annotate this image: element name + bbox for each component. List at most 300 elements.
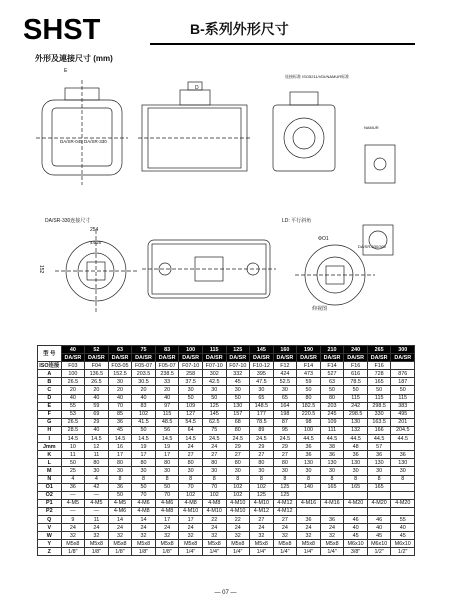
- table-cell: 115: [344, 394, 368, 402]
- table-cell: 30: [297, 467, 321, 475]
- table-cell: 16: [108, 443, 132, 451]
- table-cell: 24.5: [273, 435, 297, 443]
- table-cell: 11: [85, 515, 109, 523]
- table-cell: 130: [344, 459, 368, 467]
- table-row: [38, 426, 415, 434]
- table-cell: 62.5: [202, 418, 226, 426]
- table-cell: 30: [367, 467, 391, 475]
- table-cell: [367, 507, 391, 515]
- table-cell: 115: [391, 394, 415, 402]
- table-cell: [391, 483, 415, 491]
- top-view: [142, 240, 276, 298]
- table-cell: 30: [132, 467, 156, 475]
- table-row-label: O2: [38, 491, 62, 499]
- table-cell: 32: [179, 532, 203, 540]
- table-cell: [391, 362, 415, 370]
- table-cell: 63: [320, 378, 344, 386]
- table-cell: 30: [202, 386, 226, 394]
- table-cell: 24: [155, 524, 179, 532]
- table-cell: 50: [108, 491, 132, 499]
- table-cell: F03-05: [108, 362, 132, 370]
- table-cell: M6x10: [391, 540, 415, 548]
- table-row-label: Q: [38, 515, 62, 523]
- table-cell: 59: [85, 402, 109, 410]
- table-model-code: DA/SR: [85, 354, 109, 362]
- table-row: [38, 451, 415, 459]
- table-cell: 163.5: [367, 418, 391, 426]
- table-cell: 36: [391, 451, 415, 459]
- table-cell: 4: [85, 475, 109, 483]
- table-cell: M5x8: [250, 540, 274, 548]
- table-cell: 1/8": [108, 548, 132, 556]
- table-cell: 24: [226, 524, 250, 532]
- table-model-code: DA/SR: [344, 354, 368, 362]
- table-cell: 4-M16: [297, 499, 321, 507]
- table-cell: 14.5: [85, 435, 109, 443]
- table-cell: 1/8": [85, 548, 109, 556]
- table-size-125: 125: [226, 346, 250, 354]
- table-cell: 70: [108, 402, 132, 410]
- table-row: [38, 515, 415, 523]
- table-cell: 45: [108, 426, 132, 434]
- table-cell: 198: [273, 410, 297, 418]
- table-cell: 42.5: [202, 378, 226, 386]
- table-cell: 50: [155, 483, 179, 491]
- table-cell: —: [61, 491, 85, 499]
- table-cell: 87: [273, 418, 297, 426]
- table-cell: 165: [367, 378, 391, 386]
- table-cell: 24: [85, 524, 109, 532]
- table-cell: 102: [226, 491, 250, 499]
- table-cell: 4-M8: [179, 499, 203, 507]
- table-cell: 203.5: [132, 370, 156, 378]
- table-row-label: Y: [38, 540, 62, 548]
- table-cell: 32: [273, 532, 297, 540]
- table-cell: 30: [320, 467, 344, 475]
- table-cell: 20: [132, 386, 156, 394]
- table-cell: F05-07: [155, 362, 179, 370]
- table-cell: 125: [273, 483, 297, 491]
- table-cell: 152.5: [108, 370, 132, 378]
- technical-drawing: [30, 60, 420, 322]
- table-cell: 4-M12: [273, 507, 297, 515]
- table-cell: 383: [391, 402, 415, 410]
- table-cell: 40: [367, 524, 391, 532]
- table-row-label: W: [38, 532, 62, 540]
- table-cell: 24: [132, 524, 156, 532]
- table-cell: M5x8: [297, 540, 321, 548]
- table-cell: 27: [226, 451, 250, 459]
- table-cell: 4-M8: [202, 499, 226, 507]
- table-cell: 8: [202, 475, 226, 483]
- table-row-label: Jmm: [38, 443, 62, 451]
- table-cell: 26.5: [61, 418, 85, 426]
- table-row-label: I: [38, 435, 62, 443]
- table-cell: 166: [367, 426, 391, 434]
- table-cell: 45: [226, 378, 250, 386]
- table-model-code: DA/SR: [273, 354, 297, 362]
- table-model-code: DA/SR: [179, 354, 203, 362]
- table-cell: F16: [367, 362, 391, 370]
- table-cell: 36: [344, 451, 368, 459]
- table-cell: 80: [250, 459, 274, 467]
- table-cell: 4-M5: [85, 499, 109, 507]
- table-model-code: DA/SR: [61, 354, 85, 362]
- table-cell: 57: [367, 443, 391, 451]
- table-cell: 24.5: [226, 435, 250, 443]
- table-cell: 27: [273, 515, 297, 523]
- table-cell: 80: [202, 459, 226, 467]
- table-cell: 44.5: [391, 435, 415, 443]
- table-cell: 40: [61, 394, 85, 402]
- label-e: E: [64, 68, 68, 74]
- table-cell: 1/8": [132, 548, 156, 556]
- table-cell: [391, 491, 415, 499]
- table-cell: 64: [179, 426, 203, 434]
- table-cell: 24: [250, 524, 274, 532]
- table-cell: 80: [155, 459, 179, 467]
- table-header-sizes: [38, 346, 415, 354]
- table-group-label: 型 号: [38, 346, 62, 362]
- table-cell: 46: [367, 515, 391, 523]
- table-cell: 24: [320, 524, 344, 532]
- table-cell: 80: [108, 459, 132, 467]
- table-cell: M5x8: [108, 540, 132, 548]
- table-cell: 14: [108, 515, 132, 523]
- table-cell: —: [85, 507, 109, 515]
- table-cell: 4-M10: [226, 507, 250, 515]
- table-cell: 30: [250, 467, 274, 475]
- table-cell: 32: [297, 532, 321, 540]
- table-cell: 83: [132, 402, 156, 410]
- table-cell: 85: [108, 410, 132, 418]
- label-model-330: DA/SR-330连接尺寸: [45, 218, 91, 224]
- table-row-label: V: [38, 524, 62, 532]
- table-cell: 136.5: [85, 370, 109, 378]
- table-cell: 109: [179, 402, 203, 410]
- table-cell: [367, 491, 391, 499]
- table-cell: 115: [155, 410, 179, 418]
- table-row-label: M: [38, 467, 62, 475]
- table-cell: 157: [226, 410, 250, 418]
- table-cell: 495: [391, 410, 415, 418]
- table-cell: 130: [320, 459, 344, 467]
- label-small-model: DA/SR-330/300: [358, 244, 387, 249]
- table-cell: 95: [273, 426, 297, 434]
- table-row: [38, 467, 415, 475]
- table-cell: 14.5: [155, 435, 179, 443]
- table-size-160: 160: [273, 346, 297, 354]
- table-cell: 50: [367, 386, 391, 394]
- table-header-models: [38, 354, 415, 362]
- front-view: [36, 80, 128, 185]
- table-cell: 89: [250, 426, 274, 434]
- table-cell: 78.5: [250, 418, 274, 426]
- table-row-label: P1: [38, 499, 62, 507]
- table-model-code: DA/SR: [391, 354, 415, 362]
- table-cell: F14: [297, 362, 321, 370]
- table-cell: 48.5: [155, 418, 179, 426]
- table-cell: 80: [179, 459, 203, 467]
- table-cell: 4-M10: [202, 507, 226, 515]
- table-cell: 4-M12: [273, 499, 297, 507]
- table-row: [38, 540, 415, 548]
- table-cell: 55: [391, 515, 415, 523]
- table-cell: 1/4": [226, 548, 250, 556]
- table-cell: 30: [85, 467, 109, 475]
- table-cell: 37.5: [179, 378, 203, 386]
- table-size-240: 240: [344, 346, 368, 354]
- table-cell: 50: [132, 483, 156, 491]
- table-cell: 1/8": [155, 548, 179, 556]
- page-number: — 07 —: [214, 590, 237, 596]
- table-cell: 1/2": [391, 548, 415, 556]
- table-cell: 40: [391, 524, 415, 532]
- table-cell: 80: [273, 459, 297, 467]
- table-cell: 14.5: [108, 435, 132, 443]
- label-dim-254: 254: [90, 227, 99, 233]
- table-row-label: A: [38, 370, 62, 378]
- table-cell: 4-M16: [320, 499, 344, 507]
- table-cell: 40: [132, 394, 156, 402]
- table-cell: 4-M20: [367, 499, 391, 507]
- table-cell: 8: [155, 475, 179, 483]
- table-cell: 473: [297, 370, 321, 378]
- table-cell: 24.5: [250, 435, 274, 443]
- table-cell: 44.5: [297, 435, 321, 443]
- table-cell: 8: [273, 475, 297, 483]
- table-size-115: 115: [202, 346, 226, 354]
- table-cell: 203: [320, 402, 344, 410]
- table-cell: 125: [273, 491, 297, 499]
- table-cell: 238.5: [155, 370, 179, 378]
- table-model-code: DA/SR: [132, 354, 156, 362]
- table-row-label: ISO连接: [39, 362, 60, 369]
- table-cell: 25: [61, 467, 85, 475]
- header-rule: [150, 43, 415, 45]
- table-cell: 4-M6: [108, 507, 132, 515]
- table-cell: 8: [179, 475, 203, 483]
- table-row-label: E: [38, 402, 62, 410]
- table-cell: 42: [85, 483, 109, 491]
- table-row-label: B: [38, 378, 62, 386]
- table-cell: —: [85, 491, 109, 499]
- table-cell: 41.5: [132, 418, 156, 426]
- table-cell: 1/2": [367, 548, 391, 556]
- table-cell: 30: [108, 467, 132, 475]
- table-cell: 258: [179, 370, 203, 378]
- table-cell: F07-10: [179, 362, 203, 370]
- table-cell: F12: [273, 362, 297, 370]
- table-cell: 14: [132, 515, 156, 523]
- table-cell: 332: [226, 370, 250, 378]
- table-cell: 47.5: [250, 378, 274, 386]
- table-row-label: O1: [38, 483, 62, 491]
- table-cell: 8: [132, 475, 156, 483]
- table-cell: 187: [391, 378, 415, 386]
- table-cell: 30: [273, 386, 297, 394]
- table-cell: F04: [85, 362, 109, 370]
- table-row-label: K: [38, 451, 62, 459]
- table-cell: 11: [85, 451, 109, 459]
- table-row: [38, 499, 415, 507]
- table-cell: 36: [108, 483, 132, 491]
- table-cell: 69: [85, 410, 109, 418]
- table-cell: 14.5: [61, 435, 85, 443]
- label-top-note: 连接标准 ISO5211/VDI/NAMUR标准: [285, 74, 350, 79]
- small-flange-view: [363, 225, 393, 255]
- table-cell: 28.5: [61, 426, 85, 434]
- table-cell: 80: [132, 459, 156, 467]
- table-model-code: DA/SR: [202, 354, 226, 362]
- table-cell: 14.5: [132, 435, 156, 443]
- table-cell: 26.5: [85, 378, 109, 386]
- table-row: [38, 378, 415, 386]
- table-cell: 30: [250, 386, 274, 394]
- dimension-table: [37, 345, 415, 556]
- table-cell: 102: [250, 483, 274, 491]
- label-dim-152: 152: [38, 265, 44, 274]
- table-cell: 4-M20: [391, 499, 415, 507]
- table-cell: 102: [226, 483, 250, 491]
- table-cell: 1/4": [320, 548, 344, 556]
- table-cell: 50: [202, 394, 226, 402]
- table-cell: [297, 507, 321, 515]
- table-row: [38, 491, 415, 499]
- table-row: [38, 394, 415, 402]
- table-cell: 165: [367, 483, 391, 491]
- table-cell: [391, 443, 415, 451]
- table-cell: M5x8: [179, 540, 203, 548]
- table-size-40: 40: [61, 346, 85, 354]
- table-cell: [391, 507, 415, 515]
- table-cell: 68: [226, 418, 250, 426]
- table-cell: 115: [367, 394, 391, 402]
- table-cell: 204.5: [391, 426, 415, 434]
- table-cell: 30: [344, 467, 368, 475]
- table-cell: 29: [250, 443, 274, 451]
- table-cell: 22: [202, 515, 226, 523]
- table-cell: 17: [155, 515, 179, 523]
- table-cell: 20: [155, 386, 179, 394]
- table-cell: 109: [320, 418, 344, 426]
- table-cell: 59: [297, 378, 321, 386]
- table-cell: 17: [132, 451, 156, 459]
- table-cell: 8: [391, 475, 415, 483]
- table-cell: 24: [61, 524, 85, 532]
- table-cell: 8: [344, 475, 368, 483]
- table-cell: 24: [108, 524, 132, 532]
- table-row: [38, 507, 415, 515]
- table-cell: 40: [344, 524, 368, 532]
- table-cell: 130: [226, 402, 250, 410]
- table-cell: 22: [226, 515, 250, 523]
- table-cell: 32: [320, 532, 344, 540]
- table-cell: —: [61, 507, 85, 515]
- table-row: [38, 402, 415, 410]
- table-cell: 130: [297, 459, 321, 467]
- brand-logo: SHST: [23, 14, 101, 46]
- table-cell: 1/4": [297, 548, 321, 556]
- table-cell: 30: [273, 467, 297, 475]
- table-cell: 201: [391, 418, 415, 426]
- table-cell: 30: [226, 386, 250, 394]
- label-phi-o1: ΦO1: [318, 236, 329, 242]
- table-cell: 33: [155, 378, 179, 386]
- table-cell: 24: [179, 524, 203, 532]
- table-cell: 1/8": [61, 548, 85, 556]
- table-cell: 9: [61, 515, 85, 523]
- table-cell: 242: [344, 402, 368, 410]
- table-cell: F03: [61, 362, 85, 370]
- table-cell: 8: [108, 475, 132, 483]
- table-cell: F16: [344, 362, 368, 370]
- table-cell: 36: [367, 451, 391, 459]
- table-cell: 80: [297, 394, 321, 402]
- table-cell: [320, 507, 344, 515]
- table-cell: 24: [202, 524, 226, 532]
- table-cell: 50: [320, 386, 344, 394]
- table-cell: 130: [344, 418, 368, 426]
- table-row-label: G: [38, 418, 62, 426]
- table-cell: 616: [344, 370, 368, 378]
- table-row-label: H: [38, 426, 62, 434]
- table-cell: 75: [202, 426, 226, 434]
- table-row-label: P2: [38, 507, 62, 515]
- table-cell: M6x10: [344, 540, 368, 548]
- table-cell: 140: [297, 483, 321, 491]
- table-cell: 8: [297, 475, 321, 483]
- table-cell: 27: [273, 451, 297, 459]
- table-cell: 4-M8: [155, 507, 179, 515]
- table-cell: 17: [155, 451, 179, 459]
- table-cell: 20: [61, 386, 85, 394]
- table-cell: [297, 491, 321, 499]
- table-cell: 36: [320, 515, 344, 523]
- table-cell: 32: [132, 532, 156, 540]
- table-cell: 46: [344, 515, 368, 523]
- table-cell: 27: [202, 451, 226, 459]
- table-cell: 132: [344, 426, 368, 434]
- table-cell: F10-12: [250, 362, 274, 370]
- table-cell: 8: [250, 475, 274, 483]
- table-size-190: 190: [297, 346, 321, 354]
- table-cell: 40: [155, 394, 179, 402]
- table-cell: 4-M5: [108, 499, 132, 507]
- table-cell: 45: [391, 532, 415, 540]
- table-cell: 4-M5: [61, 499, 85, 507]
- table-cell: 32: [250, 532, 274, 540]
- table-cell: 98: [297, 418, 321, 426]
- table-cell: 36: [297, 443, 321, 451]
- table-cell: 65: [250, 394, 274, 402]
- table-cell: [344, 491, 368, 499]
- table-cell: [344, 507, 368, 515]
- table-row: [38, 483, 415, 491]
- page-title: B-系列外形尺寸: [190, 21, 289, 37]
- table-cell: 50: [132, 426, 156, 434]
- table-cell: 424: [273, 370, 297, 378]
- table-cell: 24: [297, 524, 321, 532]
- table-cell: 4-M10: [179, 507, 203, 515]
- table-cell: M5x8: [320, 540, 344, 548]
- table-cell: 30: [155, 467, 179, 475]
- table-cell: 4-M10: [226, 499, 250, 507]
- table-model-code: DA/SR: [155, 354, 179, 362]
- table-cell: 14.5: [179, 435, 203, 443]
- table-row-label: N: [38, 475, 62, 483]
- table-cell: 20: [85, 386, 109, 394]
